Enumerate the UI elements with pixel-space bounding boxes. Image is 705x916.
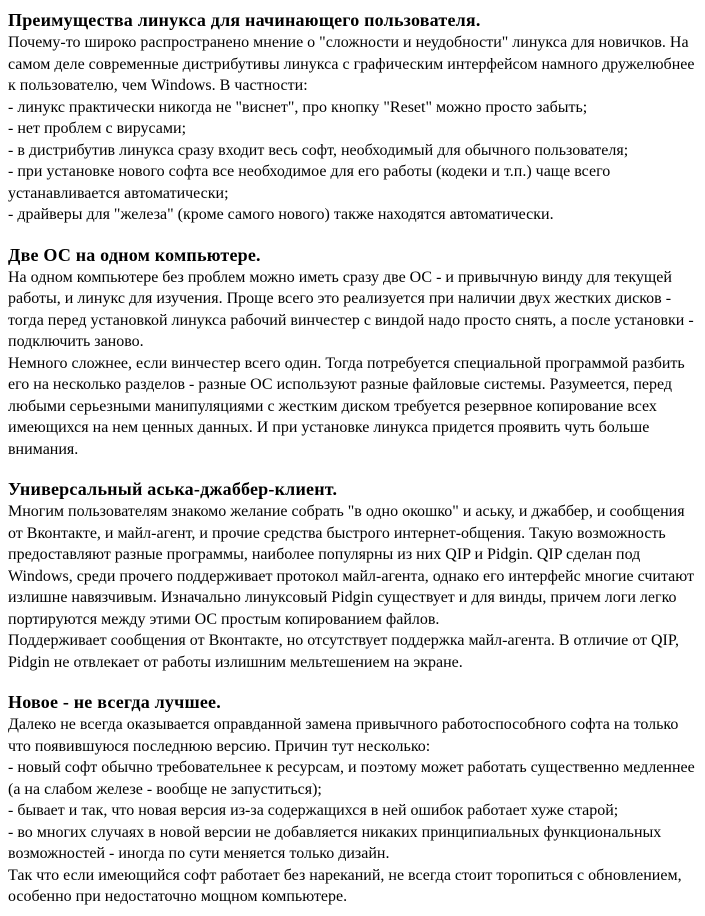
section-heading: Преимущества линукса для начинающего пользователя. [8,10,481,30]
list-line: - в дистрибутив линукса сразу входит весь софт, необходимый для обычного пользователя; [8,141,629,159]
section-heading: Новое - не всегда лучшее. [8,692,221,712]
list-line: - линукс практически никогда не "виснет", про кнопку "Reset" можно просто забыть; [8,98,588,116]
paragraph: Немного сложнее, если винчестер всего один. Тогда потребуется специальной программой разбить его на несколько разделов - разные ОС используют разные файловые системы. Разумеется, перед любыми серьезными манипуляциями с жестким диском требуется резервное копирование всех имеющихся на нем ценных данных. И при установке линукса придется проявить чуть больше внимания. [8,354,685,458]
paragraph: Так что если имеющийся софт работает без нареканий, не всегда стоит торопиться с обновлением, особенно при недостаточно мощном компьютере. [8,866,682,905]
section-heading: Две ОС на одном компьютере. [8,244,261,265]
list-line: - во многих случаях в новой версии не добавляется никаких принципиальных функциональных возможностей - иногда по сути меняется только дизайн. [8,823,662,862]
section-linux-advantages [8,8,699,226]
paragraph: На одном компьютере без проблем можно иметь сразу две ОС - и привычную винду для текущей работы, и линукс для изучения. Проще всего это реализуется при наличии двух жестких дисков - тогда перед установкой линукса рабочий винчестер с виндой надо просто снять, а после установки - подключить заново. [8,268,694,350]
section-heading: Универсальный аська-джаббер-клиент. [8,479,338,499]
list-line: - новый софт обычно требовательнее к ресурсам, и поэтому может работать существенно медленнее (а на слабом железе - вообще не запуститься); [8,759,695,798]
paragraph: Поддерживает сообщения от Вконтакте, но отсутствует поддержка майл-агента. В отличие от QIP, Pidgin не отвлекает от работы излишним мельтешением на экране. [8,632,679,671]
paragraph: Почему-то широко распространено мнение о "сложности и неудобности" линукса для новичков. На самом деле современные дистрибутивы линукса с графическим интерфейсом намного дружелюбнее к пользователю, чем Windows. В частности: [8,34,695,94]
list-line: - бывает и так, что новая версия из-за содержащихся в ней ошибок работает хуже старой; [8,802,619,819]
paragraph: Далеко не всегда оказывается оправданной замена привычного работоспособного софта на только что появившуюся последнюю версию. Причин тут несколько: [8,716,679,755]
paragraph: Многим пользователям знакомо желание собрать "в одно окошко" и аську, и джаббер, и сообщения от Вконтакте, и майл-агент, и прочие средства быстрого интернет-общения. Такую возможность предоставляют разные программы, наиболее популярны из них QIP и Pidgin. QIP сделан под Windows, среди прочего поддерживает протокол майл-агента, однако его интерфейс многие считают излишне навязчивым. Изначально линуксовый Pidgin существует и для винды, причем логи легко портируются между этими ОС простым копированием файлов. [8,503,694,628]
list-line: - при установке нового софта все необходимое для его работы (кодеки и т.п.) чаще всего устанавливается автоматически; [8,163,611,202]
section-two-os [8,243,699,461]
list-line: - драйверы для "железа" (кроме самого нового) также находятся автоматически. [8,206,554,223]
list-line: - нет проблем с вирусами; [8,120,187,137]
section-new-not-better [8,690,699,908]
section-im-client [8,477,699,673]
